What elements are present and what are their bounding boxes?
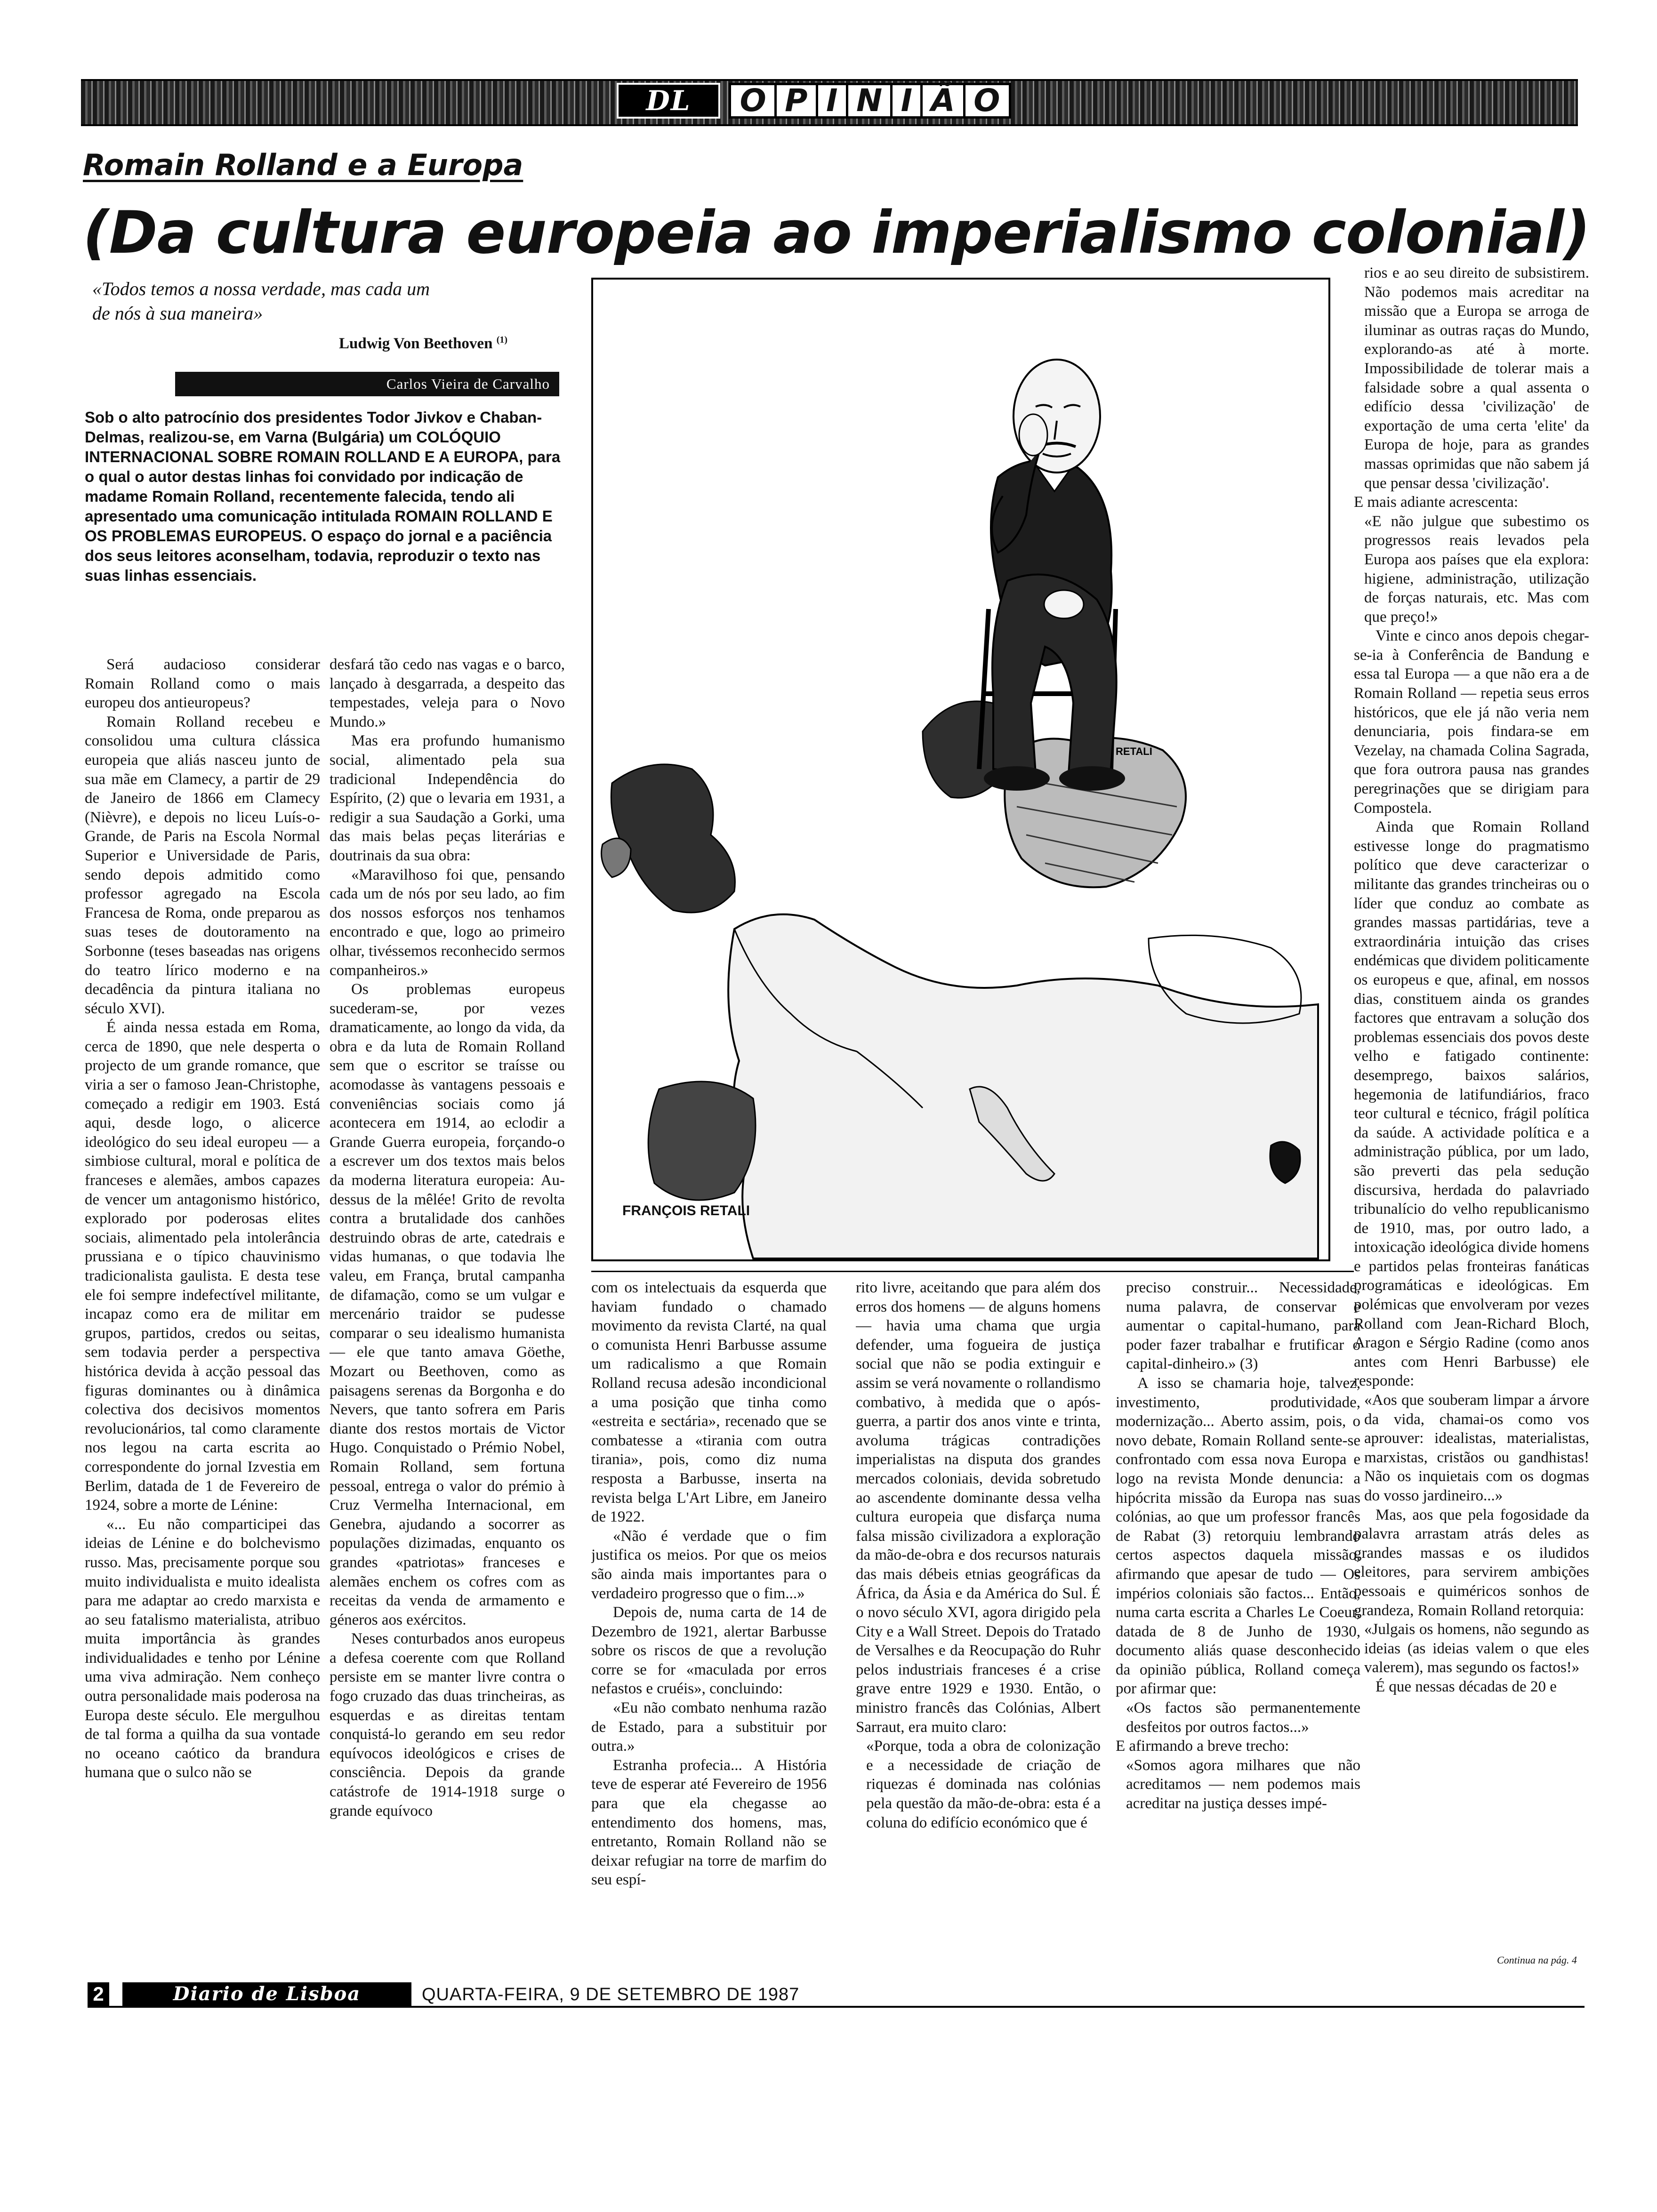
paragraph: Será audacioso considerar Romain Rolland como o mais europeu dos antieuropeus? [85, 656, 320, 712]
article-kicker: Romain Rolland e a Europa [83, 148, 523, 182]
paragraph: A isso se chamaria hoje, talvez, investimento, produtividade, modernização... Aberto assim, pois, o novo debate, Romain Rolland sente-se confrontado com essa nova Europa e logo na revista Monde denuncia: a hipócrita missão da Europa nas suas colónias, ao que um professor francês de Rabat (3) retorquiu lembrando certos aspectos daquela missão, afirmando que apesar de tudo — Os impérios coloniais são factos... Então, numa carta escrita a Charles Le Coeur, datada de 8 de Junho de 1930, documento aliás quase desconhecido da opinião pública, Rolland começa por afirmar que: [1116, 1374, 1360, 1698]
paragraph: «Maravilhoso foi que, pensando cada um de nós por seu lado, ao fim dos nossos esforços nos tenhamos encontrado e que, logo ao primeiro olhar, tivéssemos reconhecido sermos companheiros.» [330, 866, 565, 979]
illustration-credit: FRANÇOIS RETALI [622, 1203, 750, 1218]
column-divider [591, 1271, 1354, 1272]
map-iberia [648, 1082, 756, 1200]
paragraph: rito livre, aceitando que para além dos erros dos homens — de alguns homens — havia uma chama que urgia defender, uma fogueira de justiça social que não se podia extinguir e assim se verá novamente o rollandismo combativo, à medida que o após-guerra, a partir dos anos vinte e trinta, avoluma trágicas contradições imperialistas na disputa dos grandes mercados coloniais, devida sobretudo ao ascendente dominante dessa velha cultura europeia que disfarça numa falsa missão civilizadora a exploração da mão-de-obra e dos recursos naturais das mais débeis etnias geográficas da África, da Ásia e da América do Sul. É o novo século XVI, agora dirigido pela City e a Wall Street. Depois do Tratado de Versalhes e da Reocupação do Ruhr pelos industriais franceses é a crise grave entre 1929 e 1930. Então, o ministro francês das Colónias, Albert Sarraut, era muito claro: [856, 1279, 1101, 1736]
section-letter: O [973, 82, 1000, 119]
article-lead: Sob o alto patrocínio dos presidentes Todor Jivkov e Chaban-Delmas, realizou-se, em Varna (Bulgária) um COLÓQUIO INTERNACIONAL SOBRE ROMAIN ROLLAND E A EUROPA, para o qual o autor destas linhas foi convidado por indicação de madame Romain Rolland, recentemente falecida, tendo ali apresentado uma comunicação intitulada ROMAIN ROLLAND E OS PROBLEMAS EUROPEUS. O espaço do jornal e a paciência dos seus leitores aconselham, todavia, reproduzir o texto nas suas linhas essenciais. [85, 409, 561, 584]
artist-signature: RETALI [1116, 745, 1152, 757]
section-letter: O [740, 82, 766, 119]
article-column-1 [85, 655, 320, 1945]
article-column-5 [1116, 1278, 1360, 1945]
epigraph-line: de nós à sua maneira» [92, 303, 263, 324]
paragraph: desfará tão cedo nas vagas e o barco, lançado à desgarrada, a despeito das tempestades, veleja para o Novo Mundo.» [330, 656, 565, 730]
paragraph: É que nessas décadas de 20 e [1375, 1678, 1557, 1695]
logo-text: DL [646, 85, 691, 117]
paragraph: Os problemas europeus sucederam-se, por vezes dramaticamente, ao longo da vida, da obra e da luta de Romain Rolland sem que o escritor se traísse ou acomodasse às vantagens pessoais e conveniências sociais como já acontecera em 1914, ao eclodir a Grande Guerra europeia, forçando-o a escrever um dos textos mais belos da moderna literatura europeia: Au-dessus de la mêlée! Grito de revolta contra a brutalidade dos canhões destruindo obras de arte, catedrais e vidas humanas, o que todavia lhe valeu, em França, brutal campanha de difamação, como se um vulgar e mercenário traidor se pudesse comparar o seu idealismo humanista — ele que tanto amava Göethe, Mozart ou Beethoven, como as paisagens serenas da Borgonha e do Nevers, que tanto sofrera em Paris diante dos restos mortais de Victor Hugo. Conquistado o Prémio Nobel, Romain Rolland, sem fortuna pessoal, entrega o valor do prémio à Cruz Vermelha Internacional, em Genebra, ajudando a socorrer as populações dizimadas, enquanto os grandes «patriotas» franceses e alemães enchem os cofres com as receitas da venda de armamento e géneros aos exércitos. [330, 981, 565, 1628]
epigraph-line: «Todos temos a nossa verdade, mas cada um [92, 278, 430, 299]
quote: «Porque, toda a obra de colonização e a necessidade de criação de riquezas é dominada nas colónias pela questão da mão-de-obra: esta é a coluna do edifício económico que é [866, 1738, 1101, 1831]
paragraph: Ainda que Romain Rolland estivesse longe do pragmatismo político que deve caracterizar o militante das grandes trincheiras ou o líder que conduz ao combate as grandes massas partidárias, teve a extraordinária intuição das crises endémicas que dividem politicamente os europeus e que, afinal, em nossos dias, constituem ainda os grandes factores que entravam a solução dos problemas essenciais dos povos deste velho e fatigado continente: desemprego, baixos salários, hegemonia de latifundiários, fraco teor cultural e técnico, frágil política da saúde. A actividade política e a administração pública, por um lado, são preverti das pela sedução discursiva, herdada do palavriado tribunalício do velho republicanismo de 1910, mas, por outro lado, a intoxicação ideológica divide homens e partidos pelas fronteiras fanáticas programáticas e ideológicas. Em polémicas que envolveram por vezes Rolland com Jean-Richard Bloch, Aragon e Sérgio Radine (como anos antes com Henri Barbusse) ele responde: [1354, 818, 1589, 1390]
footnote-marker: (1) [496, 335, 508, 345]
quote: «E não julgue que subestimo os progressos reais levados pela Europa aos países que ela explora: higiene, administração, utilização de forças naturais, etc. Mas com que preço!» [1364, 513, 1589, 625]
caricature-drawing [593, 280, 1328, 1259]
paragraph: «Não é verdade que o fim justifica os meios. Por que os meios são ainda mais importantes para o verdadeiro progresso que o fim...» [591, 1527, 827, 1602]
figure-hand [1044, 590, 1084, 618]
paragraph: Depois de, numa carta de 14 de Dezembro de 1921, alertar Barbusse sobre os riscos de que a revolução corre se for «maculada por erros nefastos e cruéis», concluindo: [591, 1604, 827, 1698]
paragraph: Mas, aos que pela fogosidade da palavra arrastam atrás deles as grandes massas e os iludidos eleitores, para servirem ambições pessoais e quiméricos sonhos de grandeza, Romain Rolland retorquia: [1354, 1506, 1589, 1619]
paragraph: E mais adiante acrescenta: [1354, 494, 1519, 511]
paragraph: É ainda nessa estada em Roma, cerca de 1890, que nele desperta o projecto de um grande romance, que viria a ser o famoso Jean-Christophe, começado a redigir em 1903. Está aqui, desde logo, o alicerce ideológico do seu ideal europeu — a simbiose cultural, moral e política de franceses e alemães, ambos capazes de vencer um antagonismo histórico, explorado por poderosas elites sociais, alimentado pela intolerância prussiana e o típico chauvinismo tradicionalista gaulista. E desta tese ele foi sempre indefectível militante, incapaz como era de militar em grupos, partidos, credos ou seitas, sem todavia perder a perspectiva histórica devida à acção pessoal das figuras dominantes ou à dinâmica colectiva dos decisivos momentos revolucionários, tal como claramente nos legou na carta escrita ao correspondente do jornal Izvestia em Berlim, datada de 1 de Fevereiro de 1924, sobre a morte de Lénine: [85, 1019, 320, 1514]
newspaper-logo [617, 83, 720, 119]
section-letter: Ã [931, 82, 955, 119]
paragraph: Mas era profundo humanismo social, alimentado pela sua tradicional Independência do Espírito, (2) que o levaria em 1931, a redigir a sua Saudação a Gorki, uma das mais belas peças literárias e doutrinais da sua obra: [330, 732, 565, 864]
article-column-2 [330, 655, 565, 1945]
quote: rios e ao seu direito de subsistirem. Não podemos mais acreditar na missão que a Europa se arroga de iluminar as outras raças do Mundo, explorando-as até à morte. Impossibilidade de tolerar mais a falsidade sobre a qual assenta o edifício dessa 'civilização' de exportação de uma certa 'elite' da Europa de hoje, para as grandes massas oprimidas que não sabem já que pensar dessa 'civilização'. [1364, 264, 1589, 492]
map-continent [728, 914, 1318, 1258]
quote: preciso construir... Necessidade, numa palavra, de conservar e aumentar o capital-humano, para poder fazer trabalhar e frutificar o capital-dinheiro.» (3) [1126, 1279, 1360, 1373]
quote: «Somos agora milhares que não acreditamos — nem podemos mais acreditar na justiça desses impé- [1126, 1756, 1360, 1812]
quote: «Julgais os homens, não segundo as ideias (as ideias valem o que eles valerem), mas segundo os factos!» [1364, 1621, 1589, 1676]
paragraph: Estranha profecia... A História teve de esperar até Fevereiro de 1956 para que ela chegasse ao entendimento dos homens, mas, entretanto, Romain Rolland não se deixar refugiar na torre de marfim do seu espí- [591, 1756, 827, 1889]
section-letter: I [826, 82, 838, 119]
figure-shoe [1059, 766, 1125, 791]
map-britain [611, 764, 735, 913]
section-title [729, 83, 1011, 119]
byline-bar [175, 372, 559, 396]
section-letter: P [785, 82, 808, 119]
paragraph: Vinte e cinco anos depois chegar-se-ia à Conferência de Bandung e essa tal Europa — a que não era a de Romain Rolland — repetia seus erros históricos, que ele já não veria nem denunciaria, pois findara-se em Vezelay, na chamada Colina Sagrada, que fora outrora pausa nas grandes peregrinações que se dirigiam para Compostela. [1354, 627, 1589, 817]
caricature-illustration [591, 278, 1330, 1261]
article-column-4 [856, 1278, 1101, 1945]
epigraph-author [339, 330, 507, 353]
paragraph: com os intelectuais da esquerda que haviam fundado o chamado movimento da revista Clarté, na qual o comunista Henri Barbusse assume um radicalismo a que Romain Rolland recusa adesão incondicional a uma posição que tinha como «estreita e sectária», recenado que se combatesse a «tirania com outra tirania», pois, como diz numa resposta a Barbusse, inserta na revista belga L'Art Libre, em Janeiro de 1922. [591, 1279, 827, 1526]
quote: «Os factos são permanentemente desfeitos por outros factos...» [1126, 1699, 1360, 1736]
section-letter: I [901, 82, 913, 119]
paragraph: Neses conturbados anos europeus a defesa coerente com que Rolland persiste em se manter livre contra o fogo cruzado das duas trincheiras, as esquerdas e as direitas tentam conquistá-lo gerando em seu redor equívocos ideológicos e crises de consciência. Depois da grande catástrofe de 1914-1918 surge o grande equívoco [330, 1630, 565, 1819]
footer-rule [88, 2006, 1585, 2008]
map-ireland [602, 838, 631, 877]
byline: Carlos Vieira de Carvalho [386, 376, 550, 392]
page-number: 2 [88, 1982, 109, 2006]
epigraph-author-name: Ludwig Von Beethoven [339, 335, 493, 352]
paragraph: «... Eu não comparticipei das ideias de Lénine e do bolchevismo russo. Mas, precisamente porque sou muito individualista e muito idealista para me adaptar ao credo marxista e ao seu fatalismo materialista, atribuo muita importância às grandes individualidades e tenho por Lénine uma viva admiração. Nem conheço outra personalidade mais poderosa na Europa deste século. Ele mergulhou de tal forma a quilha da sua vontade no oceano caótico da brandura humana que o sulco não se [85, 1515, 320, 1781]
figure-hand [1019, 414, 1047, 456]
paragraph: «Eu não combato nenhuma razão de Estado, para a substituir por outra.» [591, 1699, 827, 1755]
continuation-note: Continua na pág. 4 [1497, 1954, 1577, 1966]
article-column-3 [591, 1278, 827, 1945]
quote: «Aos que souberam limpar a árvore da vida, chamai-os como vos aprouver: idealistas, materialistas, marxistas, cristãos ou gandhistas! Não os inquietais com os dogmas do vosso jardineiro...» [1364, 1392, 1589, 1504]
section-letter: N [856, 82, 883, 119]
paragraph: E afirmando a breve trecho: [1116, 1738, 1289, 1755]
newspaper-name: Diario de Lisboa [122, 1982, 411, 2006]
issue-date: QUARTA-FEIRA, 9 DE SETEMBRO DE 1987 [422, 1985, 800, 2004]
paragraph: Romain Rolland recebeu e consolidou uma cultura clássica europeia que aliás nasceu junto de sua mãe em Clamecy, a partir de 29 de Janeiro de 1866 em Clamecy (Nièvre), e depois no liceu Luís-o-Grande, de Paris na Escola Normal Superior e Universidade de Paris, sendo depois admitido como professor agregado na Escola Francesa de Roma, onde preparou as suas teses de doutoramento na Sorbonne (teses baseadas nas origens do teatro lírico moderno e na decadência da pintura italiana no século XVI). [85, 713, 320, 1017]
article-column-6 [1354, 264, 1589, 1944]
figure-shoe [984, 766, 1050, 791]
epigraph [92, 277, 563, 326]
article-headline: (Da cultura europeia ao imperialismo colonial) [83, 199, 1590, 267]
